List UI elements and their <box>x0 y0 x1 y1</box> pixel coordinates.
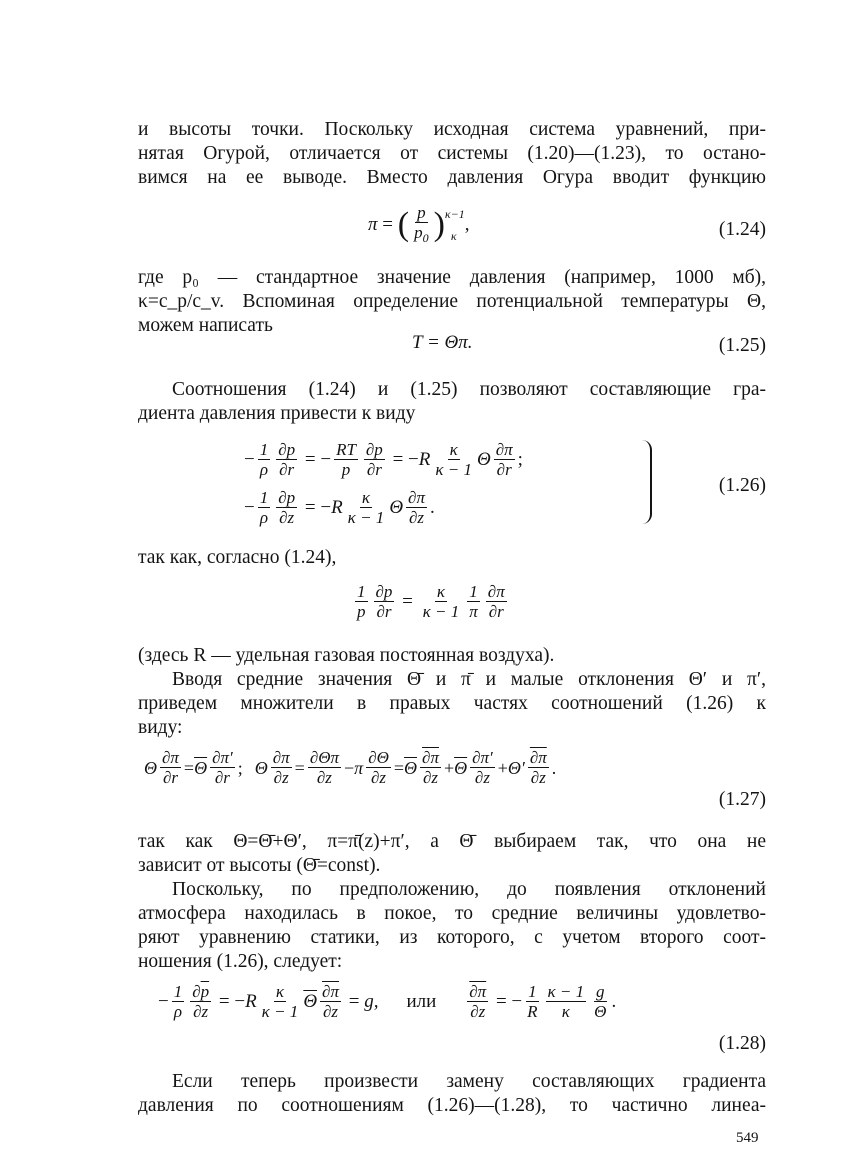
text-line: и высоты точки. Поскольку исходная система уравнений, при- <box>138 119 766 140</box>
equation-intermediate: $\frac{1}{p}$ $\frac{\partial p}{\partial r}$ = $\frac{\kappa}{\kappa - 1}$ $\frac{1}{\pi}$ $\frac{\partial\pi}{\partial r}$ <box>357 582 505 621</box>
text-line: атмосфера находилась в покое, то средние величины удовлетво- <box>138 903 766 924</box>
text-line: ряют уравнению статики, из которого, с учетом второго соот- <box>138 927 766 948</box>
equation-1-27: Θ $\frac{\partial\pi}{\partial r}$ = $\overline{\Theta}$ $\frac{\partial\pi'}{\partial r}$ ; Θ $\frac{\partial\pi}{\partial z}$ = $\frac{\partial\Theta\pi}{\partial z}$ − π $\frac{\partial\Theta}{\partial z}$ = $\overline{\Theta}$ $\frac{\partial\pi}{\partial z}$ + $\overline{\Theta}$ $\frac{\partial\pi'}{\partial z}$ + Θ′ $\frac{\partial\pi}{\partial z}$ . <box>144 748 557 787</box>
equation-1-26-line-2: − $\frac{1}{\rho}$ $\frac{\partial p}{\partial z}$ = − R $\frac{\kappa}{\kappa - 1}$ Θ $\frac{\partial\pi}{\partial z}$ . <box>244 488 435 527</box>
text-line: Поскольку, по предположению, до появления отклонений <box>172 879 766 900</box>
text-line: диента давления привести к виду <box>138 403 416 424</box>
equation-1-26-line-1: − $\frac{1}{\rho}$ $\frac{\partial p}{\partial r}$ = − $\frac{RT}{p}$ $\frac{\partial p}{\partial r}$ = − R $\frac{\kappa}{\kappa - 1}$ Θ $\frac{\partial\pi}{\partial r}$ ; <box>244 440 523 479</box>
equation-number: (1.25) <box>718 335 766 356</box>
text-line: (здесь R — удельная газовая постоянная воздуха). <box>138 645 555 666</box>
equation-1-25: T = Θπ. <box>412 332 473 353</box>
equation-1-28: − $\frac{1}{\rho}$ $\frac{\partial\overline{p}}{\partial z}$ = − R $\frac{\kappa}{\kappa - 1}$ $\overline{\Theta}$ $\frac{\partial\pi}{\partial z}$ = g, или $\frac{\partial\pi}{\partial z}$ = − $\frac{1}{R}$ $\frac{\kappa - 1}{\kappa}$ $\frac{g}{\Theta}$ . <box>158 982 617 1021</box>
equation-number: (1.26) <box>718 475 766 496</box>
text-line: приведем множители в правых частях соотношений (1.26) к <box>138 693 766 714</box>
text-line: где p₀ — стандартное значение давления (например, 1000 мб), <box>138 267 766 288</box>
equation-connector: или <box>406 990 437 1012</box>
equation-number: (1.24) <box>718 219 766 240</box>
text-line: Если теперь произвести замену составляющих градиента <box>172 1071 766 1092</box>
text-line: Вводя средние значения Θ̄ и π̄ и малые отклонения Θ′ и π′, <box>172 669 766 690</box>
text-line: нятая Огурой, отличается от системы (1.20)—(1.23), то остано- <box>138 143 766 164</box>
page-number: 549 <box>736 1130 759 1146</box>
text-line: зависит от высоты (Θ̄=const). <box>138 855 381 876</box>
text-line: вимся на ее выводе. Вместо давления Огура вводит функцию <box>138 167 766 188</box>
text-line: так как, согласно (1.24), <box>138 547 337 568</box>
equation-1-24: π = ( $\frac{p}{p_0}$ ) κ−1 κ , <box>368 202 470 245</box>
text-line: ношения (1.26), следует: <box>138 951 343 972</box>
text-line: так как Θ=Θ̄+Θ′, π=π̄(z)+π′, а Θ̄ выбираем так, что она не <box>138 831 766 852</box>
text-line: κ=c_p/c_v. Вспоминая определение потенциальной температуры Θ, <box>138 291 766 312</box>
equation-number: (1.28) <box>718 1033 766 1054</box>
text-line: виду: <box>138 717 183 738</box>
right-brace <box>640 440 652 524</box>
text-line: можем написать <box>138 315 273 336</box>
text-line: давления по соотношениям (1.26)—(1.28), то частично линеа- <box>138 1095 766 1116</box>
equation-number: (1.27) <box>718 789 766 810</box>
text-line: Соотношения (1.24) и (1.25) позволяют составляющие гра- <box>172 379 766 400</box>
